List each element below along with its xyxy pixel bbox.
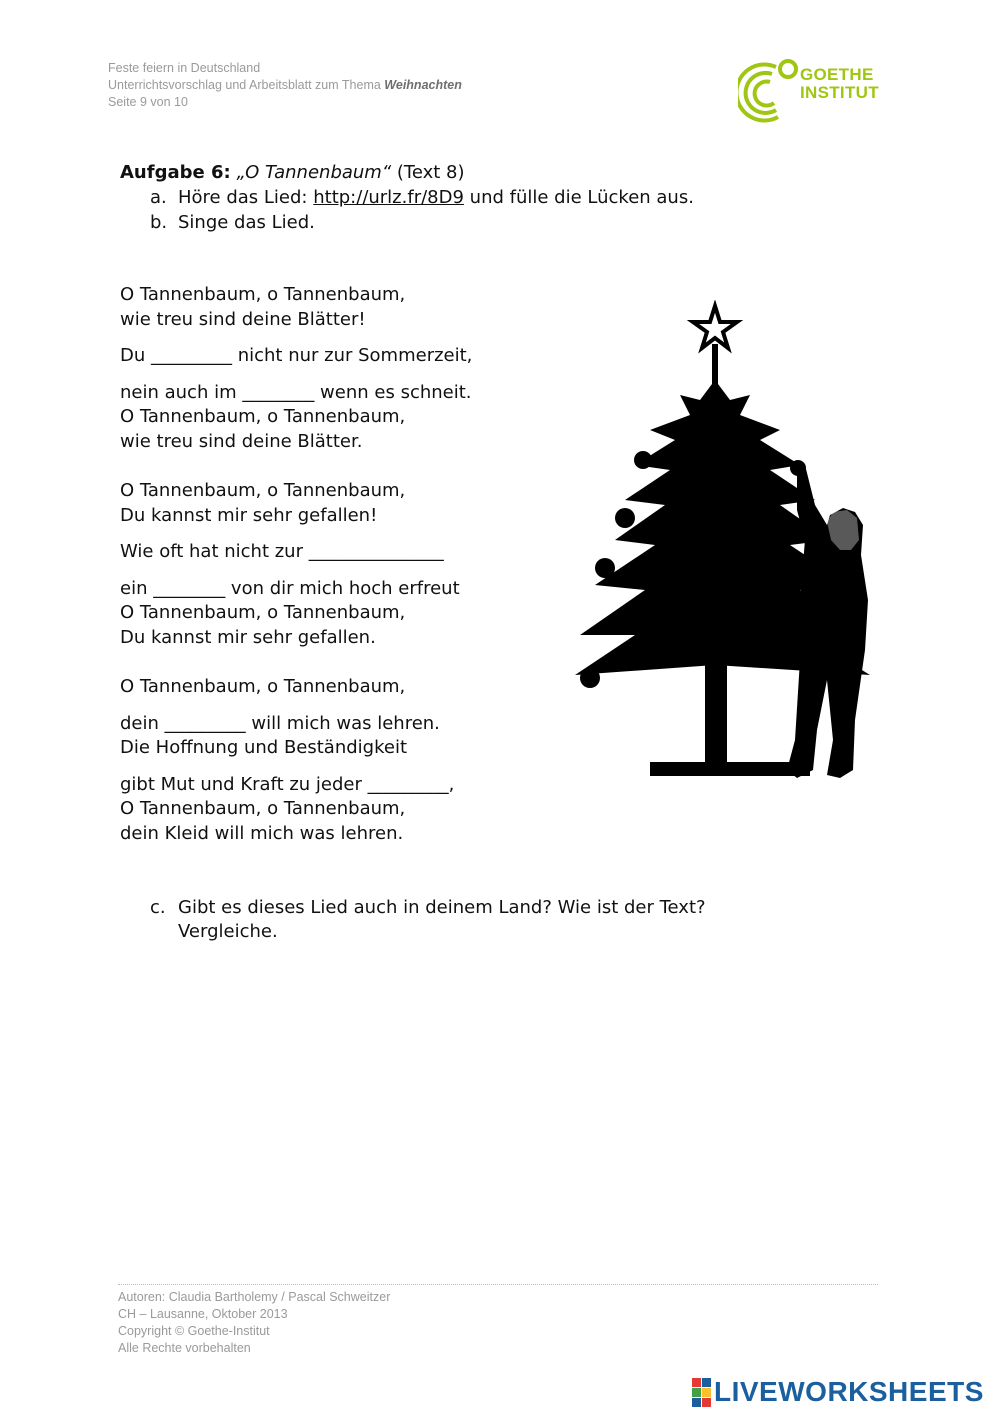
header-line-2 bbox=[108, 77, 462, 94]
liveworksheets-watermark bbox=[692, 1375, 984, 1409]
footer-place-date: CH – Lausanne, Oktober 2013 bbox=[118, 1307, 288, 1321]
christmas-tree-girl-silhouette-icon bbox=[565, 300, 885, 790]
task-a bbox=[120, 185, 694, 210]
task-a-prefix: Höre das Lied: bbox=[178, 187, 314, 208]
lyric-line: dein Kleid will mich was lehren. bbox=[120, 822, 404, 844]
task-title bbox=[120, 160, 694, 185]
task-c-label: c. bbox=[150, 897, 166, 918]
lyric-line: Die Hoffnung und Beständigkeit bbox=[120, 737, 408, 758]
footer-authors: Autoren: Claudia Bartholemy / Pascal Schweitzer bbox=[118, 1290, 391, 1304]
header-line-2-prefix: Unterrichtsvorschlag und Arbeitsblatt zum Thema bbox=[108, 78, 385, 92]
lyric-line: O Tannenbaum, o Tannenbaum, bbox=[120, 480, 406, 501]
liveworksheets-blocks-icon bbox=[692, 1378, 711, 1407]
goethe-logo bbox=[738, 57, 888, 125]
lyric-line: wie treu sind deine Blätter! bbox=[120, 308, 366, 330]
task-a-suffix: und fülle die Lücken aus. bbox=[463, 187, 694, 208]
lyric-line: O Tannenbaum, o Tannenbaum, bbox=[120, 284, 406, 305]
lyric-line: Du kannst mir sehr gefallen! bbox=[120, 504, 378, 526]
task-b bbox=[120, 210, 694, 235]
page-header bbox=[108, 60, 462, 111]
task-c bbox=[150, 896, 706, 944]
header-page-number: Seite 9 von 10 bbox=[108, 95, 188, 109]
song-link[interactable]: http://urlz.fr/8D9 bbox=[313, 187, 464, 208]
header-line-1: Feste feiern in Deutschland bbox=[108, 61, 261, 75]
task-suffix: (Text 8) bbox=[391, 162, 465, 183]
lyric-gap-line[interactable]: Du _________ nicht nur zur Sommerzeit, bbox=[120, 345, 473, 366]
song-lyrics bbox=[120, 283, 472, 846]
liveworksheets-text: LIVEWORKSHEETS bbox=[714, 1376, 984, 1407]
lyric-line: Du kannst mir sehr gefallen. bbox=[120, 626, 376, 648]
footer-divider bbox=[118, 1284, 878, 1285]
lyric-line: O Tannenbaum, o Tannenbaum, bbox=[120, 798, 406, 819]
task-a-label: a. bbox=[150, 187, 167, 208]
lyric-line: O Tannenbaum, o Tannenbaum, bbox=[120, 602, 406, 623]
lyric-line: O Tannenbaum, o Tannenbaum, bbox=[120, 406, 406, 427]
logo-line-1: GOETHE bbox=[800, 65, 874, 84]
goethe-swirl-icon bbox=[738, 57, 800, 125]
task-b-label: b. bbox=[150, 212, 168, 233]
task-label: Aufgabe 6: bbox=[120, 162, 231, 183]
task-song-title: „O Tannenbaum“ bbox=[236, 162, 392, 183]
header-topic: Weihnachten bbox=[384, 78, 462, 92]
lyric-gap-line[interactable]: ein ________ von dir mich hoch erfreut bbox=[120, 577, 460, 599]
lyric-gap-line[interactable]: dein _________ will mich was lehren. bbox=[120, 712, 440, 734]
task-b-text: Singe das Lied. bbox=[178, 212, 315, 233]
task-6 bbox=[120, 160, 694, 235]
lyric-gap-line[interactable]: Wie oft hat nicht zur _______________ bbox=[120, 541, 444, 562]
page-footer bbox=[118, 1289, 390, 1357]
task-c-line-1 bbox=[150, 896, 706, 920]
logo-line-2: INSTITUT bbox=[800, 83, 879, 102]
footer-rights: Alle Rechte vorbehalten bbox=[118, 1341, 251, 1355]
task-c-text-1: Gibt es dieses Lied auch in deinem Land? Wie ist der Text? bbox=[178, 897, 706, 918]
lyric-line: O Tannenbaum, o Tannenbaum, bbox=[120, 676, 406, 697]
lyric-gap-line[interactable]: gibt Mut und Kraft zu jeder _________, bbox=[120, 773, 455, 795]
goethe-logo-text bbox=[800, 66, 879, 102]
lyric-gap-line[interactable]: nein auch im ________ wenn es schneit. bbox=[120, 381, 472, 403]
footer-copyright: Copyright © Goethe-Institut bbox=[118, 1324, 270, 1338]
task-c-text-2: Vergleiche. bbox=[178, 921, 278, 942]
lyric-line: wie treu sind deine Blätter. bbox=[120, 430, 363, 452]
